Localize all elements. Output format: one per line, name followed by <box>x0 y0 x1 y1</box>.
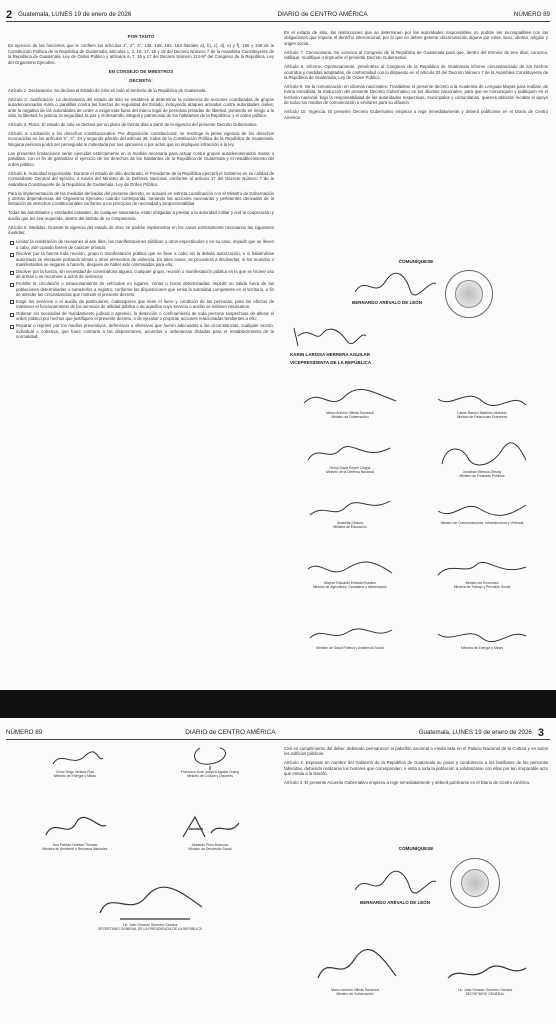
header-issue: NÚMERO 89 <box>513 11 550 18</box>
article-4: Artículo 4. Limitación a los derechos constitucionales. Por disposición constitucional, se restringe la plena vigencia de los derechos reconocidos en los artículos 5°, 6°, 33 y segundo párrafo del artículo 38, todos de la Constitución Política de la República de Guatemala. Ninguna persona podrá ser perseguida ni molestada por sus opiniones o por actos que no impliquen infracción a la ley. <box>8 131 274 147</box>
article-2: Artículo 2. Justificación. La declaratoria del estado de sitio se establece al determinar la existencia de acciones coordinadas de grupos autodenominados mara o pandillas contra las fuerzas de seguridad del Estado, incluyendo ataques armados contra autoridades civiles, ante la negativa de las autoridades de ceder a exigencias fuera del marco legal de personas privadas de libertad, poniendo en riesgo a la vida, la libertad, la justicia, la seguridad, la paz y el desarrollo integral y patrimonial de los habitantes de la República, y el orden público. <box>8 96 274 119</box>
right-column <box>284 30 548 124</box>
president-signature <box>350 868 440 898</box>
president-name: BERNARDO ARÉVALO DE LEÓN <box>360 900 431 905</box>
article-10: Artículo 10. Vigencia. El presente Decreto Gubernativo empieza a regir inmediatamente y deberá publicarse en el Diario de Centro América. <box>284 109 548 120</box>
article-2: Artículo 2. Expresar en nombre del Gobierno de la República de Guatemala su pesar y condolencia a los familiares de las personas fallecidas, debiendo realizarse los honores que corresponden, e insta a toda la población a solidarizarse con ellas por tan irreparable acto que enluta a la Nación. <box>284 760 548 777</box>
header-issue: NÚMERO 89 <box>6 729 43 736</box>
article-9: Artículo 9. De la comunicación en idiomas nacionales. Trasládese el presente decreto a la Academia de Lenguas Mayas para realizar, de forma inmediata, la traducción del presente Decreto Gubernativo en los idiomas nacionales, para que se comuniquen y publiquen en el territorio nacional, bajo la responsabilidad de las autoridades respectivas, municipales y comunitarias, quienes deberán recabar el apoyo de todos los medios de comunicación o similares para su difusión. <box>284 84 548 106</box>
comuniquese-heading: COMUNÍQUESE <box>398 259 434 264</box>
official-seal-icon <box>450 858 500 908</box>
page-3 <box>0 718 556 1024</box>
measures-list <box>8 239 274 339</box>
page-separator <box>0 690 556 718</box>
page-number: 2 <box>6 8 13 21</box>
official-seal-icon <box>445 270 493 318</box>
minister-signature: Maynor Estuardo Estrada Rosales Ministro de Agricultura, Ganadería y Alimentación <box>290 555 410 589</box>
vp-signature <box>290 320 370 350</box>
article-5-paragraph-3: Todas las autoridades y entidades estatales, de cualquier naturaleza, están obligadas a prestar a la autoridad militar y civil la cooperación y auxilio que les sea requerida, dentro del ámbito de su competencia. <box>8 210 274 221</box>
article-6-paragraph: En el estado de sitio, las restricciones que se determinen por las autoridades responsables no podrán ser incompatibles con las obligaciones que impone el derecho internacional, por lo que no deben generar discriminación alguna por etnia, sexo, idioma, religión y origen social. <box>284 30 548 46</box>
minister-signature: Ministra de Energía y Minas <box>420 620 544 650</box>
decreta-heading: DECRETA: <box>129 78 153 84</box>
minister-signature: Víctor Hugo Ventura Ruiz Ministro de Energía y Minas <box>20 748 130 778</box>
list-item: Disolver por la fuerza toda reunión, grupo o manifestación pública que se lleve a cabo sin la debida autorización, o si habiéndose autorizado se efectuare portando armas u otros elementos de violencia. En tales casos, se procederá a disolverlas, si los reunidos o manifestantes se negaren a hacerlo, después de haber sido conminados para ello; <box>16 251 274 268</box>
minister-signature: Jonathan Menkos Zeissig Ministro de Finanzas Públicas <box>420 440 544 478</box>
article-6: Artículo 6. Medidas. Durante la vigencia del estado de sitio, se podrán implementar en los casos estrictamente necesarios las siguientes medidas: <box>8 224 274 236</box>
right-column <box>284 746 548 789</box>
article-3: Artículo 3. El presente Acuerdo Gubernativo empieza a regir inmediatamente y deberá publicarse en el Diario de Centro América. <box>284 780 531 786</box>
left-column <box>8 30 274 341</box>
minister-signature: Anabella Giracca Ministra de Educación <box>290 495 410 529</box>
header-date: Guatemala, LUNES 19 de enero de 2026 <box>418 729 532 736</box>
article-1: Artículo 1. Declaratoria. Se declara el Estado de Sitio en todo el territorio de la República de Guatemala. <box>8 87 207 93</box>
header-journal: DIARIO de CENTRO AMÉRICA <box>185 729 276 736</box>
council-heading: EN CONSEJO DE MINISTROS <box>108 69 174 75</box>
list-item: Prohibir la circulación o estacionamiento de vehículos en lugares, zonas u horas determinadas; impedir su salida fuera de las poblaciones determinadas o someterlos a registro, conforme las disposiciones que emita la autoridad competente en el territorio, a fin de atender las circunstancias que motivan el presente decreto; <box>16 281 274 297</box>
minister-signature: Carlos Ramiro Martínez Alvarado Ministro de Relaciones Exteriores <box>420 385 544 419</box>
minister-signature: Henry David Reyes Chigua Ministro de la Defensa Nacional <box>290 440 410 474</box>
article-5-paragraph-2: Para la implementación de las medidas derivadas del presente decreto, se actuará en estricta coordinación con el Ministro de Gobernación y demás dependencias del Organismo Ejecutivo cuando corresponda, tomando las acciones necesarias y pertinentes derivadas de la limitación de derechos constitucionales conforme a los principios de necesidad y proporcionalidad. <box>8 190 274 207</box>
header-date: Guatemala, LUNES 19 de enero de 2026 <box>18 11 132 18</box>
page-header <box>6 726 550 740</box>
comuniquese-heading: COMUNÍQUESE <box>398 846 434 851</box>
secretary-signature: Lic. Juan Gerardo Guerrero Garnica SECRETARIO GENERAL DE LA PRESIDENCIA DE LA REPÚBLICA <box>60 883 240 931</box>
vp-name: KARIN LARISSA HERRERA AGUILAR <box>290 352 371 357</box>
minister-signature: Marco Antonio Villeda Sandoval Ministro de Gobernación <box>290 385 410 419</box>
article-5: Artículo 5. Autoridad responsable. Durante el estado de sitio declarado, el Presidente de la República ejercerá el Gobierno en su calidad de Comandante General del Ejército, a través del Ministro de la Defensa Nacional, conforme al artículo 17 del Decreto Número 7 de la Asamblea Constituyente de la República de Guatemala, Ley de Orden Público. <box>8 170 274 187</box>
minister-signature: Marco Antonio Villeda Sandoval Ministro de Gobernación <box>300 948 410 996</box>
minister-signature: Ministro de Economía Ministra de Trabajo y Previsión Social <box>420 555 544 589</box>
president-name: BERNARDO ARÉVALO DE LEÓN <box>352 300 423 305</box>
list-item: Exigir los servicios o el auxilio de particulares, cualesquiera que sean el fuero y condición de las personas, para los efectos de mantener el funcionamiento de los servicios de utilidad pública o de aquellos cuyo servicio o auxilio se estimen necesarios; <box>16 298 274 310</box>
vp-title: VICEPRESIDENTA DE LA REPÚBLICA <box>290 360 372 365</box>
minister-signature: Francisco José Joaquín Aguilar Chang Ministro de Cultura y Deportes <box>150 744 270 778</box>
article-8: Artículo 8. Informe. Oportunamente, preséntese al Congreso de la República de Guatemala informe circunstanciado de los hechos ocurridos y medidas adoptadas, de conformidad con lo dispuesto en el artículo 32 del Decreto Número 7 de la Asamblea Constituyente de la República de Guatemala, Ley de Orden Público. <box>284 64 548 81</box>
minister-signature: Ana Patricia Orantes Thomas Ministra de Ambiente y Recursos Naturales <box>20 813 130 851</box>
list-item: Limitar la celebración de reuniones al aire libre, las manifestaciones públicas u otros espectáculos y en su caso, impedir que se lleven a cabo, aún cuando fueren de carácter privado; <box>16 239 274 250</box>
page-header <box>6 8 550 22</box>
list-item: Ordenar sin necesidad de mandamiento judicial o apremio, la detención o confinamiento de toda persona sospechosa de alterar el orden público por hechos que justifiquen el presente decreto, o de ejecutar o propiciar acciones relacionadas tendientes a ello; <box>16 310 274 322</box>
por-tanto-heading: POR TANTO <box>127 34 155 39</box>
article-3: Artículo 3. Plazo. El estado de sitio se declara por un plazo de treinta días a partir de la vigencia del presente Decreto Gubernativo. <box>8 122 258 128</box>
page-number: 3 <box>537 726 544 739</box>
secretary-signature: Lic. Juan Gerardo Guerrero Garnica SECRETARIO GENERAL <box>430 958 540 996</box>
list-item: Disolver por la fuerza, sin necesidad de conminatoria alguna, cualquier grupo, reunión o manifestación pública en la que se hiciere uso de armas o se recurriere a actos de violencia; <box>16 268 274 280</box>
intro-paragraph: En ejercicio de las funciones que le confiere los artículos 1°, 2°, 3°, 138, 139, 182, 183 literales a), b), c), d), e) y f), 195 y 246 de la Constitución Política de la República de Guatemala, artículos 1, 2, 16, 17, 18 y 19 del Decreto Número 7 de la Asamblea Constituyente de la República de Guatemala, Ley de Orden Público y artículos 6, 7, 16 y 17 del Decreto Número 114-97 del Congreso de la República, Ley del Organismo Ejecutivo. <box>8 43 274 65</box>
article-7: Artículo 7. Convocatoria. Se convoca al Congreso de la República de Guatemala para que, dentro del término de tres días, conozca, ratifique, modifique o impruebe el presente Decreto Gubernativo. <box>284 49 548 61</box>
list-item: Reparar o reprimir por los medios preventivos, defensivos u ofensivos que fueren adecuados a las circunstancias, cualquier acción, individual o colectiva, que fuere contraria a las disposiciones, acuerdos u ordenanzas dictadas para el restablecimiento de la normalidad. <box>16 323 274 339</box>
president-signature <box>350 270 440 300</box>
header-journal: DIARIO de CENTRO AMÉRICA <box>277 11 368 18</box>
minister-signature: Ministro de Comunicaciones, Infraestructura y Vivienda <box>420 495 544 525</box>
minister-signature: Abelardo Pinto Moscoso Ministro de Desarrollo Social <box>150 813 270 851</box>
article-4-paragraph: Las presentes limitaciones serán ejercidas estrictamente en la medida necesaria para actuar contra grupos autodenominados maras o pandillas, con el fin de garantizar el ejercicio de los derechos de los habitantes de la República de Guatemala y el restablecimiento del orden público. <box>8 150 274 167</box>
continued-paragraph: Civil en cumplimiento del deber, debiendo permanecer el pabellón nacional a media asta en el Palacio Nacional de la Cultura y en todos los edificios públicos. <box>284 746 548 757</box>
minister-signature: Ministro de Salud Pública y Asistencia Social <box>290 620 410 650</box>
